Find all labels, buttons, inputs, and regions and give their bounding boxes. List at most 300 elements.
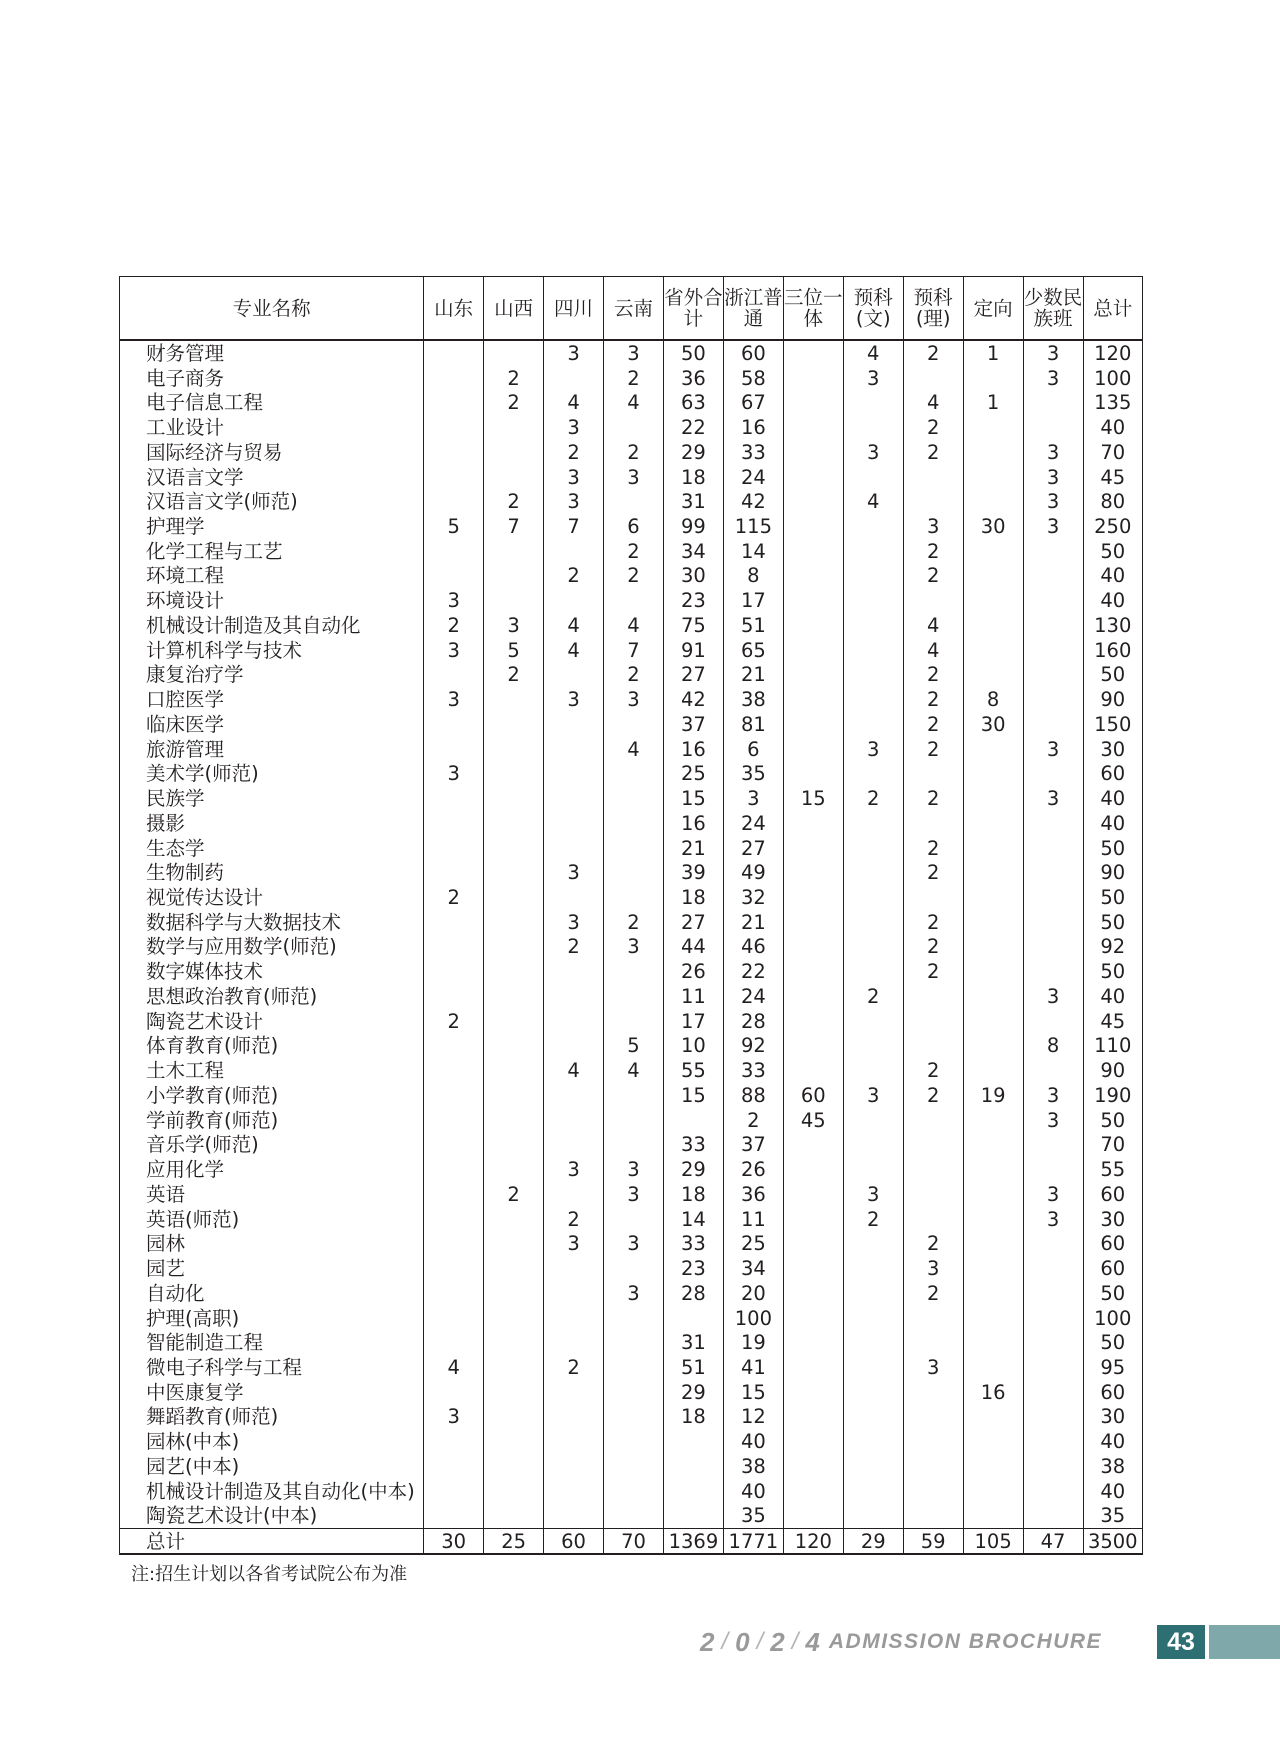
- table-row: [120, 1256, 1143, 1281]
- major-name-cell: 生态学: [120, 836, 424, 861]
- count-cell: [843, 1306, 903, 1331]
- count-cell: [783, 1306, 843, 1331]
- count-cell: 4: [903, 613, 963, 638]
- count-cell: [424, 340, 484, 366]
- count-cell: 4: [903, 390, 963, 415]
- count-cell: 4: [604, 737, 664, 762]
- count-cell: 2: [903, 712, 963, 737]
- count-cell: 2: [903, 1231, 963, 1256]
- count-cell: 2: [484, 1182, 544, 1207]
- count-cell: 23: [663, 1256, 723, 1281]
- count-cell: [484, 1231, 544, 1256]
- table-row: [120, 761, 1143, 786]
- count-cell: [903, 1034, 963, 1059]
- count-cell: [484, 1429, 544, 1454]
- count-cell: [424, 1231, 484, 1256]
- count-cell: [843, 1355, 903, 1380]
- count-cell: [424, 1454, 484, 1479]
- count-cell: [1023, 1231, 1083, 1256]
- count-cell: [963, 1157, 1023, 1182]
- count-cell: [544, 712, 604, 737]
- admission-plan-table: [119, 276, 1143, 1555]
- count-cell: [843, 588, 903, 613]
- major-name-cell: 音乐学(师范): [120, 1133, 424, 1158]
- count-cell: [1023, 910, 1083, 935]
- major-name-cell: 国际经济与贸易: [120, 440, 424, 465]
- count-cell: [963, 1281, 1023, 1306]
- count-cell: 92: [723, 1034, 783, 1059]
- count-cell: [783, 588, 843, 613]
- major-name-cell: 园艺(中本): [120, 1454, 424, 1479]
- count-cell: 3: [424, 687, 484, 712]
- count-cell: 2: [903, 786, 963, 811]
- count-cell: [783, 465, 843, 490]
- count-cell: 2: [484, 390, 544, 415]
- count-cell: 24: [723, 984, 783, 1009]
- count-cell: [1023, 1355, 1083, 1380]
- count-cell: 5: [424, 514, 484, 539]
- count-cell: 3: [544, 910, 604, 935]
- major-name-cell: 机械设计制造及其自动化(中本): [120, 1479, 424, 1504]
- count-cell: [604, 1306, 664, 1331]
- count-cell: [843, 514, 903, 539]
- count-cell: 3: [1023, 737, 1083, 762]
- count-cell: [903, 1429, 963, 1454]
- count-cell: 27: [663, 663, 723, 688]
- column-header: 定向: [963, 277, 1023, 341]
- count-cell: [484, 539, 544, 564]
- count-cell: 2: [604, 910, 664, 935]
- count-cell: [663, 1306, 723, 1331]
- decorative-strip: [1209, 1625, 1280, 1659]
- count-cell: [424, 1157, 484, 1182]
- count-cell: 10: [663, 1034, 723, 1059]
- count-cell: [843, 1034, 903, 1059]
- year-digit: 2: [770, 1626, 786, 1657]
- table-row: [120, 811, 1143, 836]
- count-cell: 30: [663, 564, 723, 589]
- count-cell: [484, 1405, 544, 1430]
- count-cell: [963, 588, 1023, 613]
- count-cell: [484, 1306, 544, 1331]
- total-cell: 105: [963, 1529, 1023, 1555]
- table-header-row: [120, 277, 1143, 341]
- count-cell: [484, 588, 544, 613]
- table-row: [120, 1355, 1143, 1380]
- count-cell: [783, 1034, 843, 1059]
- count-cell: 3: [1023, 984, 1083, 1009]
- major-name-cell: 电子商务: [120, 366, 424, 391]
- table-row: [120, 1207, 1143, 1232]
- column-header: 总计: [1083, 277, 1142, 341]
- count-cell: 30: [963, 514, 1023, 539]
- count-cell: [424, 1306, 484, 1331]
- count-cell: 18: [663, 1405, 723, 1430]
- count-cell: 3: [544, 340, 604, 366]
- count-cell: 90: [1083, 860, 1142, 885]
- count-cell: 29: [663, 1157, 723, 1182]
- count-cell: 40: [1083, 564, 1142, 589]
- count-cell: 35: [1083, 1504, 1142, 1529]
- major-name-cell: 园艺: [120, 1256, 424, 1281]
- count-cell: 15: [783, 786, 843, 811]
- major-name-cell: 旅游管理: [120, 737, 424, 762]
- count-cell: [963, 1108, 1023, 1133]
- count-cell: 90: [1083, 687, 1142, 712]
- count-cell: [783, 761, 843, 786]
- brochure-title: [700, 1625, 1102, 1659]
- count-cell: 2: [903, 1058, 963, 1083]
- count-cell: 3: [424, 761, 484, 786]
- major-name-cell: 环境设计: [120, 588, 424, 613]
- count-cell: [544, 1281, 604, 1306]
- year-separator: /: [721, 1628, 730, 1655]
- count-cell: 24: [723, 465, 783, 490]
- count-cell: [783, 1504, 843, 1529]
- count-cell: [783, 663, 843, 688]
- count-cell: [963, 885, 1023, 910]
- count-cell: 19: [723, 1330, 783, 1355]
- table-row: [120, 786, 1143, 811]
- count-cell: [424, 366, 484, 391]
- count-cell: [903, 885, 963, 910]
- count-cell: [843, 1454, 903, 1479]
- count-cell: [963, 1504, 1023, 1529]
- count-cell: [963, 1133, 1023, 1158]
- count-cell: [783, 1330, 843, 1355]
- count-cell: [963, 1034, 1023, 1059]
- count-cell: [1023, 1281, 1083, 1306]
- count-cell: [783, 1429, 843, 1454]
- count-cell: [544, 1330, 604, 1355]
- count-cell: 2: [544, 440, 604, 465]
- count-cell: [903, 984, 963, 1009]
- count-cell: [963, 415, 1023, 440]
- count-cell: [544, 811, 604, 836]
- major-name-cell: 视觉传达设计: [120, 885, 424, 910]
- table-row: [120, 959, 1143, 984]
- count-cell: [604, 885, 664, 910]
- count-cell: [963, 1256, 1023, 1281]
- count-cell: [963, 1355, 1023, 1380]
- count-cell: [604, 1504, 664, 1529]
- total-cell: 1771: [723, 1529, 783, 1555]
- count-cell: [484, 1157, 544, 1182]
- count-cell: [424, 440, 484, 465]
- count-cell: [604, 1355, 664, 1380]
- count-cell: [1023, 1157, 1083, 1182]
- count-cell: [1023, 1504, 1083, 1529]
- count-cell: 2: [484, 663, 544, 688]
- column-header: 山东: [424, 277, 484, 341]
- count-cell: [903, 1330, 963, 1355]
- count-cell: [604, 415, 664, 440]
- count-cell: [843, 1108, 903, 1133]
- year-digit: 4: [805, 1626, 821, 1657]
- count-cell: [843, 1231, 903, 1256]
- count-cell: [424, 1281, 484, 1306]
- count-cell: [424, 836, 484, 861]
- count-cell: [484, 1454, 544, 1479]
- count-cell: 4: [843, 340, 903, 366]
- count-cell: [963, 1330, 1023, 1355]
- count-cell: 50: [1083, 1108, 1142, 1133]
- count-cell: [544, 1405, 604, 1430]
- count-cell: [843, 959, 903, 984]
- year-digit: 0: [735, 1626, 751, 1657]
- total-cell: 120: [783, 1529, 843, 1555]
- count-cell: [604, 1479, 664, 1504]
- count-cell: 2: [903, 1083, 963, 1108]
- count-cell: [484, 1504, 544, 1529]
- count-cell: [783, 885, 843, 910]
- count-cell: [544, 1083, 604, 1108]
- count-cell: [843, 1133, 903, 1158]
- count-cell: [963, 613, 1023, 638]
- count-cell: [544, 737, 604, 762]
- count-cell: 70: [1083, 1133, 1142, 1158]
- count-cell: [484, 415, 544, 440]
- count-cell: 40: [1083, 415, 1142, 440]
- count-cell: 100: [723, 1306, 783, 1331]
- major-name-cell: 财务管理: [120, 340, 424, 366]
- count-cell: 100: [1083, 366, 1142, 391]
- count-cell: [1023, 613, 1083, 638]
- count-cell: [783, 959, 843, 984]
- count-cell: 42: [723, 489, 783, 514]
- count-cell: [604, 1429, 664, 1454]
- count-cell: [484, 1034, 544, 1059]
- count-cell: 8: [723, 564, 783, 589]
- count-cell: [604, 1108, 664, 1133]
- count-cell: [484, 440, 544, 465]
- count-cell: 40: [1083, 786, 1142, 811]
- count-cell: 100: [1083, 1306, 1142, 1331]
- table-row: [120, 836, 1143, 861]
- count-cell: 2: [604, 663, 664, 688]
- year-separator: /: [791, 1628, 800, 1655]
- count-cell: 45: [1083, 465, 1142, 490]
- count-cell: 50: [1083, 663, 1142, 688]
- count-cell: 4: [604, 390, 664, 415]
- count-cell: 17: [663, 1009, 723, 1034]
- major-name-cell: 民族学: [120, 786, 424, 811]
- total-cell: 30: [424, 1529, 484, 1555]
- count-cell: 99: [663, 514, 723, 539]
- count-cell: [843, 638, 903, 663]
- count-cell: 33: [663, 1133, 723, 1158]
- count-cell: [544, 1429, 604, 1454]
- total-cell: 70: [604, 1529, 664, 1555]
- count-cell: [1023, 811, 1083, 836]
- count-cell: 12: [723, 1405, 783, 1430]
- count-cell: [544, 984, 604, 1009]
- count-cell: [963, 1405, 1023, 1430]
- count-cell: 2: [604, 564, 664, 589]
- count-cell: [783, 638, 843, 663]
- count-cell: 2: [903, 1281, 963, 1306]
- count-cell: [903, 1207, 963, 1232]
- count-cell: [484, 836, 544, 861]
- count-cell: 4: [604, 1058, 664, 1083]
- count-cell: [783, 910, 843, 935]
- count-cell: [963, 1429, 1023, 1454]
- major-name-cell: 应用化学: [120, 1157, 424, 1182]
- count-cell: [783, 1479, 843, 1504]
- count-cell: [963, 1231, 1023, 1256]
- count-cell: [783, 1281, 843, 1306]
- count-cell: 2: [903, 910, 963, 935]
- major-name-cell: 护理(高职): [120, 1306, 424, 1331]
- count-cell: [1023, 885, 1083, 910]
- count-cell: [484, 1330, 544, 1355]
- count-cell: [1023, 638, 1083, 663]
- count-cell: [484, 885, 544, 910]
- table-row: [120, 390, 1143, 415]
- count-cell: 3: [1023, 1207, 1083, 1232]
- table-row: [120, 687, 1143, 712]
- count-cell: [903, 1380, 963, 1405]
- count-cell: [484, 1133, 544, 1158]
- count-cell: 2: [903, 539, 963, 564]
- count-cell: 16: [663, 811, 723, 836]
- table-row: [120, 910, 1143, 935]
- count-cell: 21: [663, 836, 723, 861]
- table-row: [120, 1157, 1143, 1182]
- count-cell: [783, 440, 843, 465]
- count-cell: 3: [604, 1231, 664, 1256]
- major-name-cell: 微电子科学与工程: [120, 1355, 424, 1380]
- count-cell: [843, 1479, 903, 1504]
- count-cell: [424, 860, 484, 885]
- major-name-cell: 临床医学: [120, 712, 424, 737]
- count-cell: 50: [1083, 1330, 1142, 1355]
- count-cell: 30: [963, 712, 1023, 737]
- count-cell: [843, 910, 903, 935]
- count-cell: [903, 1479, 963, 1504]
- count-cell: 25: [723, 1231, 783, 1256]
- count-cell: [783, 539, 843, 564]
- count-cell: [604, 1207, 664, 1232]
- count-cell: [484, 811, 544, 836]
- count-cell: 3: [1023, 786, 1083, 811]
- count-cell: 38: [1083, 1454, 1142, 1479]
- count-cell: 3: [544, 860, 604, 885]
- count-cell: 3: [843, 366, 903, 391]
- count-cell: [783, 1355, 843, 1380]
- count-cell: [783, 1058, 843, 1083]
- count-cell: 4: [903, 638, 963, 663]
- count-cell: [1023, 663, 1083, 688]
- count-cell: [843, 1429, 903, 1454]
- count-cell: 60: [1083, 1231, 1142, 1256]
- count-cell: [963, 638, 1023, 663]
- count-cell: 60: [1083, 1256, 1142, 1281]
- count-cell: 44: [663, 935, 723, 960]
- table-row: [120, 564, 1143, 589]
- count-cell: 92: [1083, 935, 1142, 960]
- major-name-cell: 中医康复学: [120, 1380, 424, 1405]
- count-cell: 3: [604, 1182, 664, 1207]
- count-cell: 4: [544, 638, 604, 663]
- count-cell: [424, 1330, 484, 1355]
- count-cell: [783, 1231, 843, 1256]
- count-cell: 2: [843, 786, 903, 811]
- count-cell: [424, 1380, 484, 1405]
- count-cell: [1023, 1479, 1083, 1504]
- column-header: 三位一体: [783, 277, 843, 341]
- major-name-cell: 数据科学与大数据技术: [120, 910, 424, 935]
- count-cell: 2: [903, 564, 963, 589]
- count-cell: [783, 984, 843, 1009]
- count-cell: 21: [723, 910, 783, 935]
- count-cell: 1: [963, 390, 1023, 415]
- count-cell: [963, 1306, 1023, 1331]
- count-cell: [484, 761, 544, 786]
- count-cell: [484, 910, 544, 935]
- table-row: [120, 440, 1143, 465]
- count-cell: [843, 836, 903, 861]
- count-cell: [484, 737, 544, 762]
- count-cell: 3: [1023, 1083, 1083, 1108]
- count-cell: [843, 564, 903, 589]
- total-cell: 59: [903, 1529, 963, 1555]
- count-cell: 34: [663, 539, 723, 564]
- count-cell: 31: [663, 489, 723, 514]
- count-cell: 190: [1083, 1083, 1142, 1108]
- table-row: [120, 1009, 1143, 1034]
- count-cell: [424, 712, 484, 737]
- count-cell: [963, 959, 1023, 984]
- count-cell: [783, 1182, 843, 1207]
- count-cell: 51: [723, 613, 783, 638]
- count-cell: [783, 1256, 843, 1281]
- major-name-cell: 数学与应用数学(师范): [120, 935, 424, 960]
- count-cell: [843, 613, 903, 638]
- count-cell: 81: [723, 712, 783, 737]
- count-cell: 2: [544, 935, 604, 960]
- major-name-cell: 思想政治教育(师范): [120, 984, 424, 1009]
- count-cell: 70: [1083, 440, 1142, 465]
- count-cell: [783, 514, 843, 539]
- count-cell: [1023, 415, 1083, 440]
- page-number: 43: [1157, 1625, 1205, 1659]
- count-cell: [484, 1281, 544, 1306]
- count-cell: 16: [963, 1380, 1023, 1405]
- count-cell: 3: [1023, 340, 1083, 366]
- count-cell: [1023, 761, 1083, 786]
- count-cell: [963, 465, 1023, 490]
- count-cell: 45: [783, 1108, 843, 1133]
- count-cell: 3: [604, 340, 664, 366]
- count-cell: [843, 415, 903, 440]
- count-cell: 51: [663, 1355, 723, 1380]
- count-cell: 2: [544, 1355, 604, 1380]
- count-cell: 55: [1083, 1157, 1142, 1182]
- count-cell: [544, 539, 604, 564]
- count-cell: [843, 1405, 903, 1430]
- count-cell: 2: [484, 489, 544, 514]
- count-cell: 50: [1083, 910, 1142, 935]
- count-cell: 7: [604, 638, 664, 663]
- count-cell: 49: [723, 860, 783, 885]
- count-cell: [783, 613, 843, 638]
- count-cell: 3: [484, 613, 544, 638]
- count-cell: 7: [544, 514, 604, 539]
- column-header: 云南: [604, 277, 664, 341]
- count-cell: 38: [723, 1454, 783, 1479]
- count-cell: 36: [663, 366, 723, 391]
